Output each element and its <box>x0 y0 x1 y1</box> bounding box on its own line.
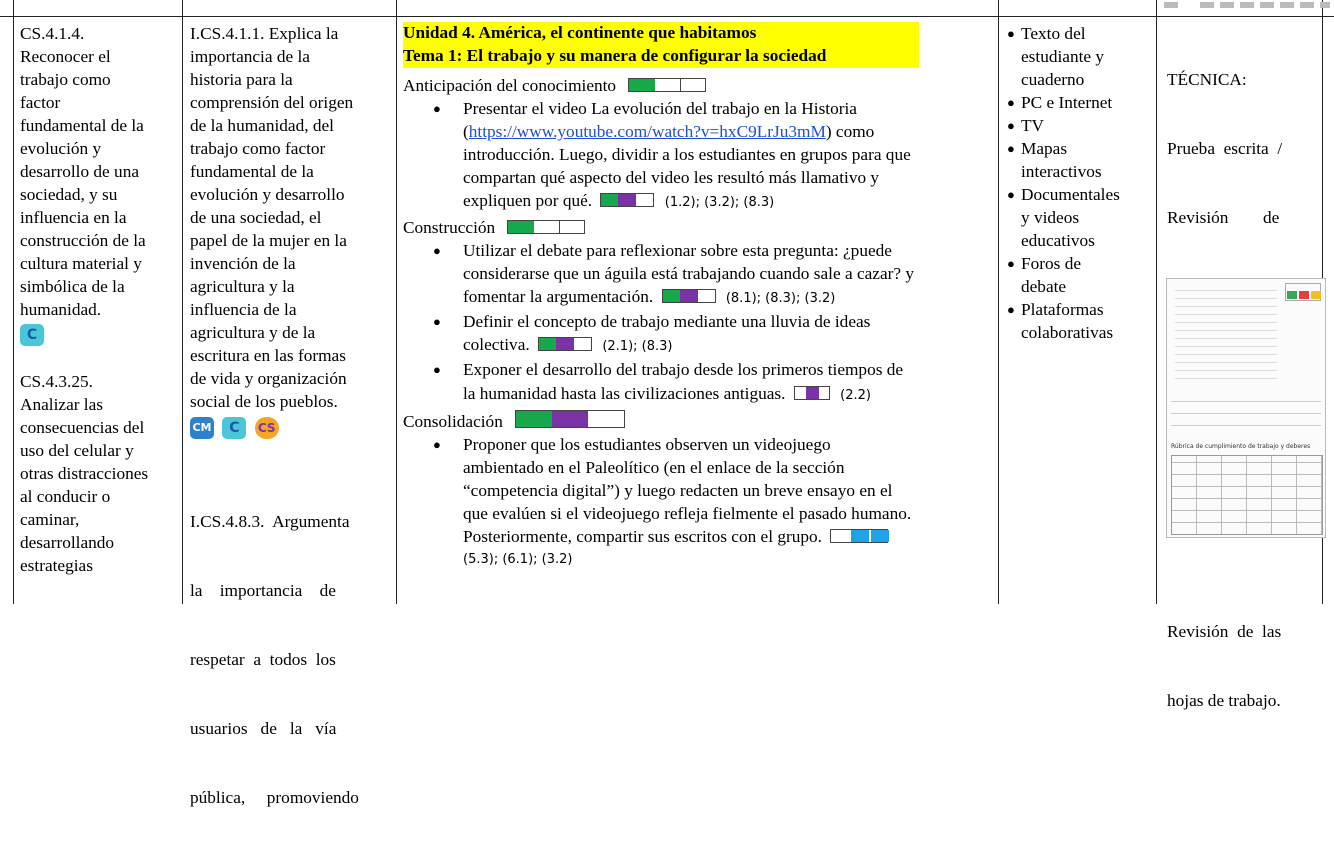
tecnica-label: TÉCNICA: <box>1167 70 1247 89</box>
text-line: sociedad, y su <box>20 185 118 204</box>
text-line: uso del celular y <box>20 441 134 460</box>
column-divider <box>182 0 183 604</box>
bullet-icon: ● <box>1007 302 1015 317</box>
consolidation-list <box>403 433 995 571</box>
text-line: desarrollando <box>20 533 115 552</box>
text-line: y videos <box>1021 208 1080 227</box>
text-line: influencia en la <box>20 208 127 227</box>
progress-bar-green-purple <box>662 289 716 303</box>
resource-item <box>1007 298 1147 344</box>
list-item <box>403 433 995 571</box>
progress-bar-consolidation <box>515 410 625 428</box>
text-line: CS.4.1.4. <box>20 24 85 43</box>
text-line: introducción. Luego, dividir a los estudiantes en grupos para que <box>463 145 911 164</box>
text-line: de vida y organización <box>190 369 347 388</box>
text-line: de una sociedad, el <box>190 208 322 227</box>
anticipation-list <box>403 97 995 214</box>
text-line: pública, promoviendo <box>190 788 359 807</box>
text-fragment: Posteriormente, compartir sus escritos con el grupo. <box>463 527 822 546</box>
progress-bar-green-purple <box>600 193 654 207</box>
text-line: importancia de la <box>190 47 310 66</box>
progress-bar-anticipation <box>628 78 706 92</box>
text-line: Analizar las <box>20 395 104 414</box>
text-fragment: la humanidad hasta las civilizaciones antiguas. <box>463 384 786 403</box>
text-line: hojas de trabajo. <box>1167 691 1281 710</box>
resource-item <box>1007 22 1147 91</box>
text-line: que evalúen si el videojuego refleja fielmente el pasado humano. <box>463 504 912 523</box>
text-line: Revisión de <box>1167 208 1280 227</box>
bullet-icon: ● <box>1007 256 1015 271</box>
progress-bar-purple <box>794 386 830 400</box>
text-fragment: expliquen por qué. <box>463 191 593 210</box>
activities-column <box>403 22 995 571</box>
text-line: consecuencias del <box>20 418 145 437</box>
phase-label: Anticipación del conocimiento <box>403 76 617 95</box>
text-line: considerarse que un águila está trabajando cuando sale a cazar? y <box>463 264 915 283</box>
resource-item <box>1007 137 1147 183</box>
text-line: ● Proponer que los estudiantes observen un videojuego <box>463 435 831 454</box>
construction-list <box>403 239 995 408</box>
phase-label: Consolidación <box>403 412 503 431</box>
text-line: fundamental de la <box>20 116 144 135</box>
text-line <box>463 189 995 214</box>
text-line: historia para la <box>190 70 293 89</box>
text-line: educativos <box>1021 231 1095 250</box>
column-divider <box>1156 0 1157 604</box>
reference-codes: (2.1); (8.3) <box>602 339 673 354</box>
text-line: compartan qué aspecto del video les resultó más llamativo y <box>463 168 880 187</box>
text-line: papel de la mujer en la <box>190 231 347 250</box>
text-line: debate <box>1021 277 1067 296</box>
text-line: factor <box>20 93 61 112</box>
text-line: evolución y <box>20 139 102 158</box>
text-line: humanidad. <box>20 300 102 319</box>
text-line: cultura material y <box>20 254 142 273</box>
competence-cs-icon: CS <box>255 417 279 439</box>
bullet-icon: ● <box>1007 26 1015 41</box>
text-line: desarrollo de una <box>20 162 140 181</box>
unit-title: Unidad 4. América, el continente que habitamos <box>403 22 919 44</box>
text-line: Texto del <box>1021 24 1086 43</box>
text-line: cuaderno <box>1021 70 1085 89</box>
previous-page-table-fragment <box>1160 0 1334 14</box>
phase-consolidation <box>403 410 995 433</box>
text-line: otras distracciones <box>20 464 149 483</box>
text-line: I.CS.4.8.3. Argumenta <box>190 512 350 531</box>
bullet-icon: ● <box>1007 95 1015 110</box>
list-item <box>403 358 995 408</box>
text-line: Revisión de las <box>1167 622 1282 641</box>
text-line: ● Definir el concepto de trabajo mediante una lluvia de ideas <box>463 312 871 331</box>
text-line: de la humanidad, del <box>190 116 334 135</box>
topic-title: Tema 1: El trabajo y su manera de configurar la sociedad <box>403 44 919 68</box>
text-line: Reconocer el <box>20 47 111 66</box>
rubric-title: Rúbrica de cumplimiento de trabajo y deberes <box>1171 443 1311 450</box>
competence-c-icon: C <box>20 324 44 346</box>
text-line: evolución y desarrollo <box>190 185 345 204</box>
text-line: Prueba escrita / <box>1167 139 1283 158</box>
text-line: al conducir o <box>20 487 111 506</box>
competence-c-icon: C <box>222 417 246 439</box>
resource-item <box>1007 91 1147 114</box>
text-line: invención de la <box>190 254 296 273</box>
bullet-icon: ● <box>1007 187 1015 202</box>
resource-item <box>1007 114 1147 137</box>
resource-item <box>1007 183 1147 252</box>
text-line: usuarios de la vía <box>190 719 337 738</box>
progress-bar-blue <box>830 529 888 543</box>
text-line: la importancia de <box>190 581 336 600</box>
resource-item <box>1007 252 1147 298</box>
text-line <box>463 525 995 548</box>
text-line: I.CS.4.1.1. Explica la <box>190 24 339 43</box>
text-line: Mapas <box>1021 139 1068 158</box>
indicator-i-cs-4-8-3 <box>190 464 386 855</box>
list-item <box>403 239 995 310</box>
text-line: agricultura y de la <box>190 323 316 342</box>
text-fragment: colectiva. <box>463 335 530 354</box>
reference-codes: (1.2); (3.2); (8.3) <box>664 195 775 210</box>
text-line: (https://www.youtube.com/watch?v=hxC9LrJu3mM) como <box>463 122 875 141</box>
text-line: social de los pueblos. <box>190 392 338 411</box>
text-line: PC e Internet <box>1021 93 1113 112</box>
text-line: fundamental de la <box>190 162 314 181</box>
text-line: “competencia digital”) y luego redacten un breve ensayo en el <box>463 481 893 500</box>
text-line <box>463 285 995 310</box>
column-divider <box>396 0 397 604</box>
reference-codes: (8.1); (8.3); (3.2) <box>725 291 836 306</box>
column-divider <box>13 0 14 604</box>
progress-bar-green-purple <box>538 337 592 351</box>
text-line: caminar, <box>20 510 80 529</box>
progress-bar-construction <box>507 220 585 234</box>
text-line: ● Utilizar el debate para reflexionar sobre esta pregunta: ¿puede <box>463 241 892 260</box>
text-line: trabajo como <box>20 70 111 89</box>
skill-cs-4-1-4 <box>20 22 170 321</box>
text-line: ● Presentar el video La evolución del trabajo en la Historia <box>463 99 857 118</box>
indicators-column <box>190 22 386 855</box>
text-fragment: ) como <box>825 122 875 141</box>
list-item <box>403 97 995 214</box>
text-line: Documentales <box>1021 185 1120 204</box>
text-line: simbólica de la <box>20 277 125 296</box>
rubric-thumbnail-image <box>1166 278 1326 538</box>
text-line: construcción de la <box>20 231 146 250</box>
text-line: CS.4.3.25. <box>20 372 93 391</box>
text-line: respetar a todos los <box>190 650 336 669</box>
text-fragment: fomentar la argumentación. <box>463 287 654 306</box>
list-item <box>403 310 995 358</box>
table-top-border <box>0 16 1334 17</box>
column-divider <box>998 0 999 604</box>
phase-label: Construcción <box>403 218 496 237</box>
text-line: agricultura y la <box>190 277 295 296</box>
text-line <box>463 333 995 358</box>
text-line: interactivos <box>1021 162 1102 181</box>
skill-cs-4-3-25 <box>20 370 170 577</box>
youtube-link[interactable]: https://www.youtube.com/watch?v=hxC9LrJu3mM <box>468 122 826 141</box>
skills-column <box>20 22 170 577</box>
text-line: ● Exponer el desarrollo del trabajo desde los primeros tiempos de <box>463 360 904 379</box>
text-line: trabajo como factor <box>190 139 326 158</box>
competence-cm-icon: CM <box>190 417 214 439</box>
text-line: estrategias <box>20 556 93 575</box>
text-line: Foros de <box>1021 254 1082 273</box>
reference-codes: (5.3); (6.1); (3.2) <box>463 552 573 567</box>
bullet-icon: ● <box>1007 118 1015 133</box>
phase-anticipation <box>403 74 995 97</box>
text-line: Plataformas <box>1021 300 1104 319</box>
text-line <box>463 381 995 408</box>
text-line: ambientado en el Paleolítico (en el enlace de la sección <box>463 458 845 477</box>
text-line: comprensión del origen <box>190 93 354 112</box>
resources-column <box>1007 22 1147 344</box>
reference-codes: (2.2) <box>840 388 871 403</box>
text-line: estudiante y <box>1021 47 1105 66</box>
text-line: TV <box>1021 116 1045 135</box>
indicator-i-cs-4-1-1 <box>190 22 386 413</box>
bullet-icon: ● <box>1007 141 1015 156</box>
text-line: influencia de la <box>190 300 297 319</box>
text-line: colaborativas <box>1021 323 1114 342</box>
text-line: escritura en las formas <box>190 346 346 365</box>
phase-construction <box>403 216 995 239</box>
